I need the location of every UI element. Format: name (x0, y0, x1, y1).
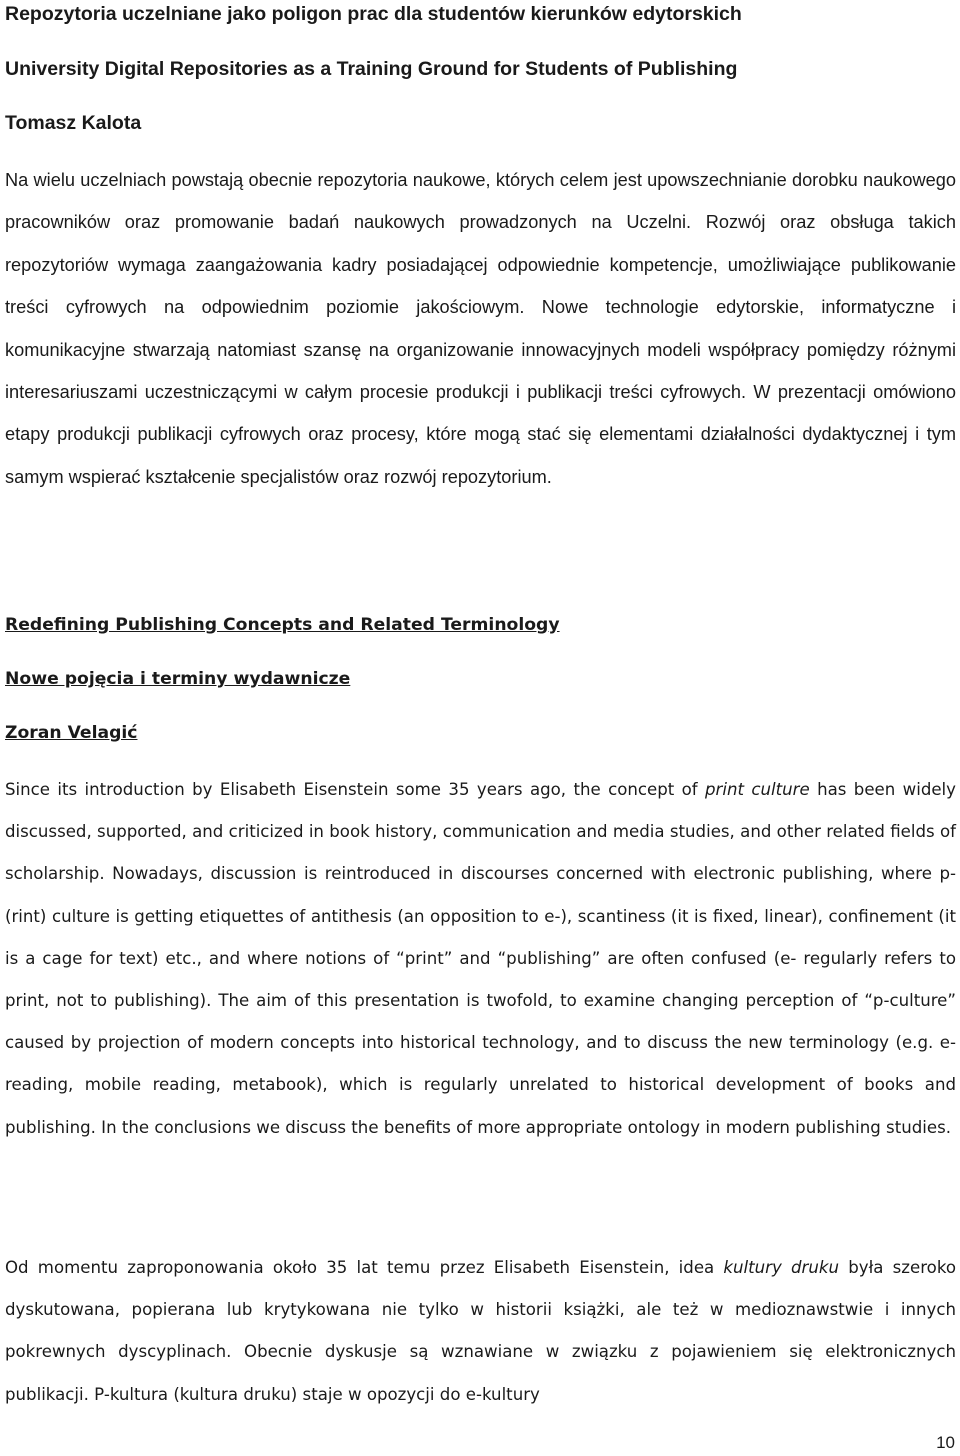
abstract-pl-text-1: Od momentu zaproponowania około 35 lat temu przez Elisabeth Eisenstein, idea (5, 1258, 724, 1277)
article2-author: Zoran Velagić (5, 723, 138, 743)
article2-title-en: Redefining Publishing Concepts and Related Terminology (5, 615, 560, 635)
abstract-pl-text-2: była szeroko dyskutowana, popierana lub krytykowana nie tylko w historii książki, ale też w medioznawstwie i innych pokrewnych dyscyplinach. Obecnie dyskusje są wznawiane w związku z pojawieniem się elektronicznych publikacji. P-kultura (kultura druku) staje w opozycji do e-kultury (5, 1258, 956, 1404)
article2-title-pl: Nowe pojęcia i terminy wydawnicze (5, 669, 351, 689)
article1-author: Tomasz Kalota (5, 112, 142, 134)
article2-abstract-en (5, 769, 956, 1149)
abstract-en-text-1: Since its introduction by Elisabeth Eisenstein some 35 years ago, the concept of (5, 780, 705, 799)
article1-abstract: Na wielu uczelniach powstają obecnie repozytoria naukowe, których celem jest upowszechnianie dorobku naukowego pracowników oraz promowanie badań naukowych prowadzonych na Uczelni. Rozwój oraz obsługa takich repozytoriów wymaga zaangażowania kadry posiadającej odpowiednie kompetencje, umożliwiające publikowanie treści cyfrowych na odpowiednim poziomie jakościowym. Nowe technologie edytorskie, informatyczne i komunikacyjne stwarzają natomiast szansę na organizowanie innowacyjnych modeli współpracy pomiędzy różnymi interesariuszami uczestniczącymi w całym procesie produkcji i publikacji treści cyfrowych. W prezentacji omówiono etapy produkcji publikacji cyfrowych oraz procesy, które mogą stać się elementami działalności dydaktycznej i tym samym wspierać kształcenie specjalistów oraz rozwój repozytorium. (5, 170, 956, 487)
article1-title-en: University Digital Repositories as a Training Ground for Students of Publishing (5, 58, 738, 80)
article2-abstract-pl (5, 1247, 956, 1416)
article1-title-pl: Repozytoria uczelniane jako poligon prac dla studentów kierunków edytorskich (5, 3, 742, 25)
abstract-en-text-2: has been widely discussed, supported, and criticized in book history, communication and media studies, and other related fields of scholarship. Nowadays, discussion is reintroduced in discourses concerned with electronic publishing, where p-(rint) culture is getting etiquettes of antithesis (an opposition to e-), scantiness (it is fixed, linear), confinement (it is a cage for text) etc., and where notions of “print” and “publishing” are often confused (e- regularly refers to print, not to publishing). The aim of this presentation is twofold, to examine changing perception of “p-culture” caused by projection of modern concepts into historical technology, and to discuss the new terminology (e.g. e-reading, mobile reading, metabook), which is regularly unrelated to historical development of books and publishing. In the conclusions we discuss the benefits of more appropriate ontology in modern publishing studies. (5, 780, 956, 1137)
abstract-pl-italic-term: kultury druku (723, 1258, 840, 1277)
page-number: 10 (936, 1433, 955, 1452)
abstract-en-italic-term: print culture (705, 780, 810, 799)
